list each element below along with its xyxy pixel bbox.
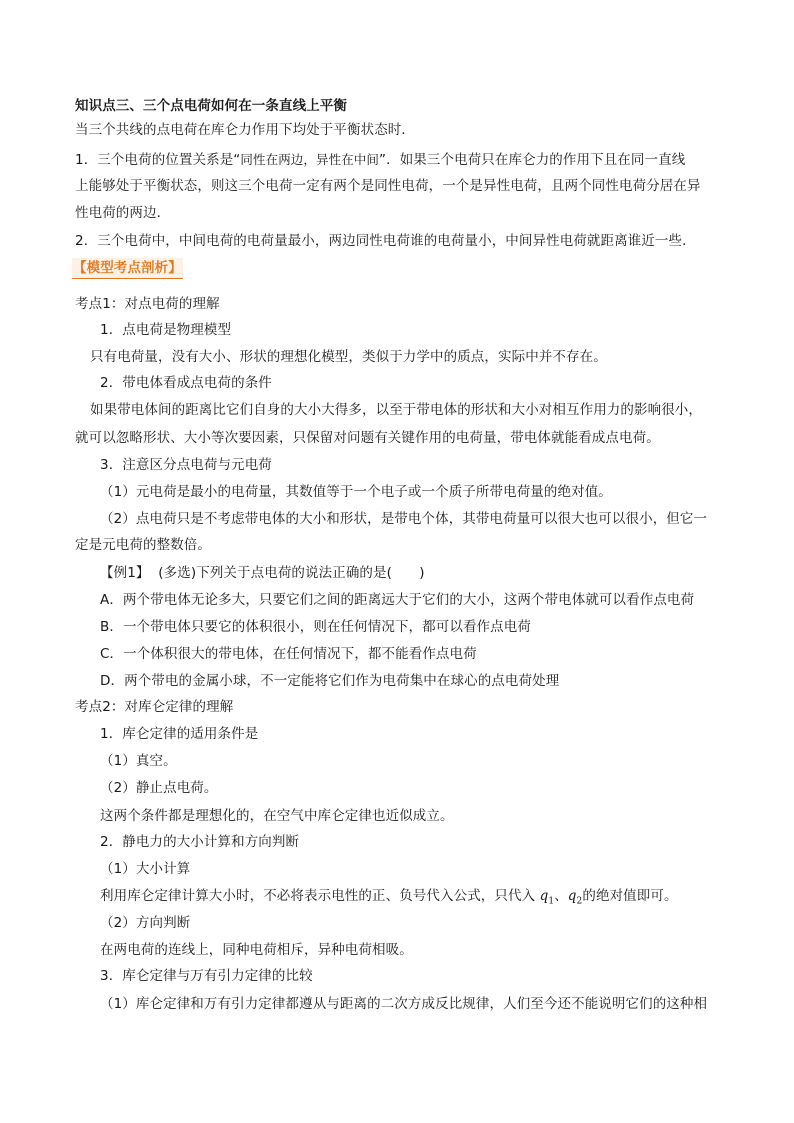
kp2-p2-text2: 在两电荷的连线上，同种电荷相斥，异种电荷相吸。	[100, 942, 413, 958]
kp2-p1-item2: （2）静止点电荷。	[100, 780, 218, 796]
kp1-p1-text: 只有电荷量，没有大小、形状的理想化模型，类似于力学中的质点，实际中并不存在。	[90, 349, 607, 365]
kp2-p2-title: 2．静电力的大小计算和方向判断	[100, 834, 300, 850]
q2-letter: q	[567, 888, 577, 904]
kp2-p2-item2: （2）方向判断	[100, 915, 191, 931]
kp1-p3-item1: （1）元电荷是最小的电荷量，其数值等于一个电子或一个质子所带电荷量的绝对值。	[100, 484, 612, 500]
kp2-p1-item1: （1）真空。	[100, 753, 177, 769]
rule1-line3: 性电荷的两边．	[75, 205, 171, 221]
kp1-p2-line1: 如果带电体间的距离比它们自身的大小大得多，以至于带电体的形状和大小对相互作用力的影响很小，	[90, 402, 702, 418]
q2-symbol	[567, 888, 583, 907]
kp2-p1-note: 这两个条件都是理想化的，在空气中库仑定律也近似成立。	[100, 808, 454, 824]
kp2-p2-item1: （1）大小计算	[100, 861, 191, 877]
kp1-p2-title: 2．带电体看成点电荷的条件	[100, 375, 272, 391]
kp2-p1-title: 1．库仑定律的适用条件是	[100, 726, 259, 742]
model-tag-row	[72, 258, 732, 279]
rule2-text: 2．三个电荷中，中间电荷的电荷量最小，两边同性电荷谁的电荷量小，中间异性电荷就距离谁近一些．	[75, 233, 696, 249]
example1-stem: (多选)下列关于点电荷的说法正确的是( )	[158, 565, 425, 581]
rule1-line1	[75, 150, 735, 170]
example1-option-b: B．一个带电体只要它的体积很小，则在任何情况下，都可以看作点电荷	[100, 619, 531, 635]
kp2-p3-title: 3．库仑定律与万有引力定律的比较	[100, 968, 313, 984]
kp2-title: 考点2：对库仑定律的理解	[75, 699, 234, 715]
section-title: 知识点三、三个点电荷如何在一条直线上平衡	[75, 98, 347, 114]
kp2-p2-text1-pre: 利用库仑定律计算大小时，不必将表示电性的正、负号代入公式，只代入	[100, 888, 536, 904]
kp1-p1-title: 1．点电荷是物理模型	[100, 322, 232, 338]
q-separator: 、	[554, 888, 568, 904]
q1-symbol	[539, 888, 555, 907]
rule1-post: ”．如果三个电荷只在库仑力的作用下且在同一直线	[379, 152, 686, 168]
kp2-p2-text1	[100, 886, 760, 912]
kp2-p3-item1: （1）库仑定律和万有引力定律都遵从与距离的二次方成反比规律，人们至今还不能说明它们的这种相	[100, 996, 708, 1012]
kp1-p3-title: 3．注意区分点电荷与元电荷	[100, 457, 272, 473]
intro-text: 当三个共线的点电荷在库仑力作用下均处于平衡状态时．	[75, 122, 415, 138]
example1-option-a: A．两个带电体无论多大，只要它们之间的距离远大于它们的大小，这两个带电体就可以看作点电荷	[100, 592, 695, 608]
example1-option-d: D．两个带电的金属小球，不一定能将它们作为电荷集中在球心的点电荷处理	[100, 673, 560, 689]
q2-subscript: 2	[576, 896, 583, 907]
kp1-p3-item2-line2: 定是元电荷的整数倍。	[75, 537, 211, 553]
kp1-p3-item2-line1: （2）点电荷只是不考虑带电体的大小和形状，是带电个体，其带电荷量可以很大也可以很小，但它一	[100, 511, 708, 527]
example1-label: 【例1】	[100, 565, 150, 581]
model-tag: 【模型考点剖析】	[72, 258, 183, 279]
rule1-line2: 上能够处于平衡状态，则这三个电荷一定有两个是同性电荷，一个是异性电荷，且两个同性电荷分居在异	[75, 178, 701, 194]
q1-subscript: 1	[548, 896, 555, 907]
rule1-pre: 1．三个电荷的位置关系是“	[75, 152, 241, 168]
example1-option-c: C．一个体积很大的带电体，在任何情况下，都不能看作点电荷	[100, 646, 477, 662]
kp2-p2-text1-post: 的绝对值即可。	[582, 888, 678, 904]
rule1-quote: 同性在两边，异性在中间	[240, 152, 379, 167]
kp1-p2-line2: 就可以忽略形状、大小等次要因素，只保留对问题有关键作用的电荷量，带电体就能看成点电荷。	[75, 430, 660, 446]
q1-letter: q	[539, 888, 549, 904]
example1-header	[100, 563, 760, 583]
kp1-title: 考点1：对点电荷的理解	[75, 296, 220, 312]
